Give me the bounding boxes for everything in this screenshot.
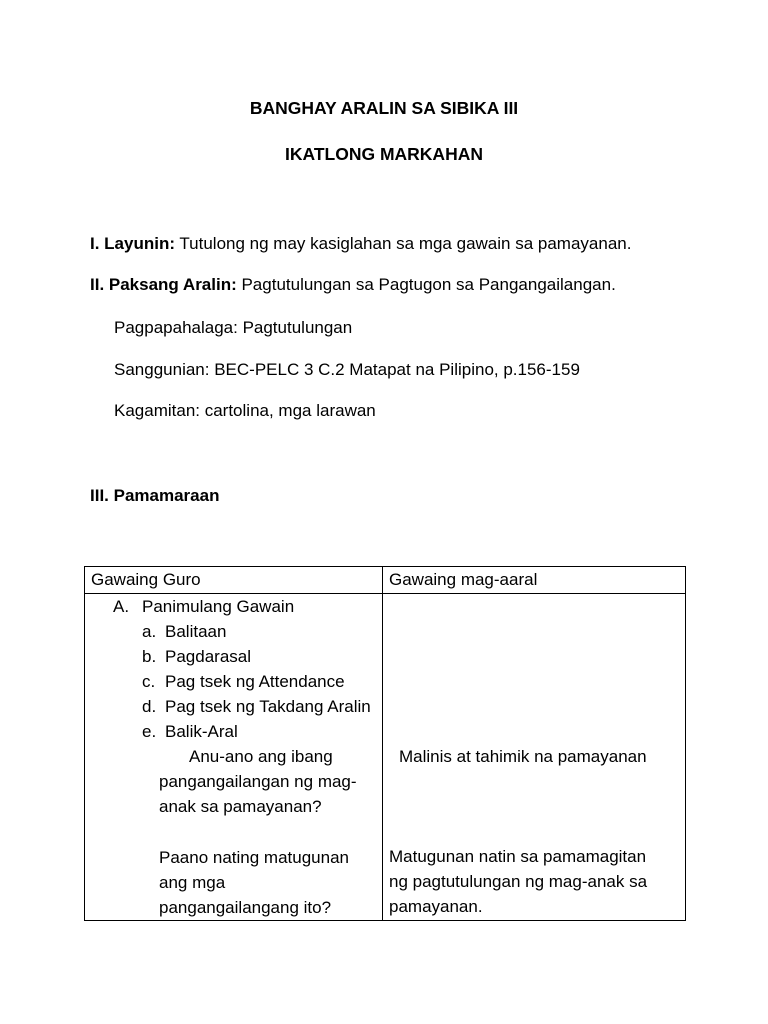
sanggunian-line: Sanggunian: BEC-PELC 3 C.2 Matapat na Pilipino, p.156-159 — [114, 360, 580, 379]
student-cell — [383, 594, 686, 921]
layunin-text: Tutulong ng may kasiglahan sa mga gawain sa pamayanan. — [175, 234, 632, 253]
section-list — [91, 594, 376, 744]
list-item: e. Balik-Aral — [142, 722, 238, 741]
section-label: Panimulang Gawain — [142, 597, 295, 616]
table-row — [85, 594, 686, 921]
answer-2: Matugunan natin sa pamamagitan ng pagtutulungan ng mag-anak sa pamayanan. — [389, 847, 648, 916]
teacher-cell — [85, 594, 383, 921]
activity-list — [142, 619, 376, 744]
list-item: c. Pag tsek ng Attendance — [142, 672, 345, 691]
answer-1: Malinis at tahimik na pamayanan — [399, 747, 647, 766]
section-marker: A. — [113, 597, 130, 616]
kagamitan-line: Kagamitan: cartolina, mga larawan — [114, 401, 376, 420]
question-2: Paano nating matugunan ang mga pangangailangang ito? — [159, 848, 349, 917]
lesson-table — [84, 566, 686, 921]
paksa-text: Pagtutulungan sa Pagtugon sa Pangangailangan. — [236, 275, 616, 294]
list-item: a. Balitaan — [142, 622, 227, 641]
header-gawaing-mag-aaral: Gawaing mag-aaral — [383, 567, 686, 594]
document-title: BANGHAY ARALIN SA SIBIKA III — [249, 98, 519, 118]
pamamaraan-heading: III. Pamamaraan — [90, 486, 220, 505]
list-item: b. Pagdarasal — [142, 647, 252, 666]
pagpapahalaga-line: Pagpapahalaga: Pagtutulungan — [114, 318, 353, 337]
document-subtitle: IKATLONG MARKAHAN — [285, 144, 483, 164]
list-item: d. Pag tsek ng Takdang Aralin — [142, 697, 371, 716]
layunin-line — [90, 232, 631, 256]
section-panimulang-gawain — [113, 594, 376, 744]
header-gawaing-guro: Gawaing Guro — [85, 567, 383, 594]
question-1: Anu-ano ang ibang pangangailangan ng mag- anak sa pamayanan? — [159, 747, 357, 816]
layunin-label: I. Layunin: — [90, 234, 175, 253]
table-header-row — [85, 567, 686, 594]
paksa-label: II. Paksang Aralin: — [90, 275, 237, 294]
paksa-line — [90, 273, 616, 297]
